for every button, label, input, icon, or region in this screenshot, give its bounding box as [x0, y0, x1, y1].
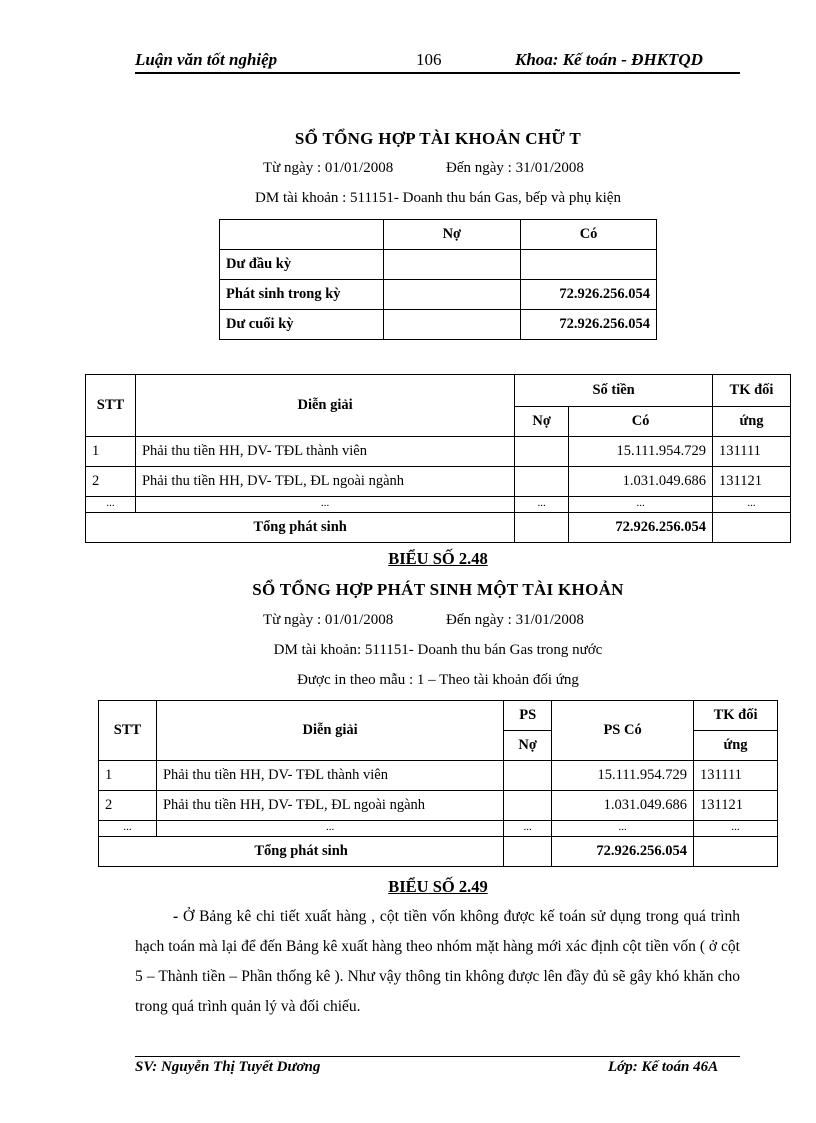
t-header-co: Có	[521, 220, 657, 250]
d2-dots: ...	[99, 821, 157, 837]
t-header-no: Nợ	[383, 220, 521, 250]
table-total-row	[86, 513, 791, 543]
header-left: Luận văn tốt nghiệp	[135, 50, 278, 69]
d1-dots: ...	[86, 497, 136, 513]
header-right: Khoa: Kế toán - ĐHKTQD	[515, 50, 703, 69]
table-row	[220, 310, 657, 340]
section1-account: DM tài khoản : 511151- Doanh thu bán Gas, bếp và phụ kiện	[255, 190, 621, 206]
d2-total-tk	[694, 837, 778, 867]
footer-rule	[135, 1056, 740, 1057]
section2-template: Được in theo mẫu : 1 – Theo tài khoản đối ứng	[297, 672, 579, 688]
footer-right: Lớp: Kế toán 46A	[608, 1059, 719, 1075]
d2-dots: ...	[156, 821, 503, 837]
table-row-ellipsis	[99, 821, 778, 837]
d1-header-desc: Diễn giải	[135, 375, 514, 437]
d1-header-tk2: ứng	[713, 407, 791, 437]
t-row-co: 72.926.256.054	[521, 310, 657, 340]
detail-table-2	[98, 700, 778, 867]
caption-2-49: BIỂU SỐ 2.49	[388, 877, 488, 896]
d1-header-stt: STT	[86, 375, 136, 437]
d2-header-psco: PS Có	[552, 701, 694, 761]
d1-total-tk	[713, 513, 791, 543]
d1-co: 15.111.954.729	[569, 437, 713, 467]
page-number: 106	[416, 50, 442, 69]
d1-tk: 131111	[713, 437, 791, 467]
detail-table-1	[85, 374, 791, 543]
d1-dots: ...	[713, 497, 791, 513]
d2-total-no	[504, 837, 552, 867]
d2-header-desc: Diễn giải	[156, 701, 503, 761]
footer-left: SV: Nguyễn Thị Tuyết Dương	[135, 1059, 321, 1075]
d2-total-co: 72.926.256.054	[552, 837, 694, 867]
section2-from-date: Từ ngày : 01/01/2008	[263, 612, 394, 628]
caption-2-48: BIỂU SỐ 2.48	[388, 549, 488, 568]
d2-co: 15.111.954.729	[552, 761, 694, 791]
d1-stt: 2	[86, 467, 136, 497]
table-header-row	[220, 220, 657, 250]
d1-no	[515, 437, 569, 467]
d1-desc: Phải thu tiền HH, DV- TĐL, ĐL ngoài ngành	[135, 467, 514, 497]
t-row-label: Dư cuối kỳ	[220, 310, 384, 340]
section2-title: SỔ TỔNG HỢP PHÁT SINH MỘT TÀI KHOẢN	[252, 580, 624, 599]
t-row-label: Dư đầu kỳ	[220, 250, 384, 280]
table-row	[220, 250, 657, 280]
t-header-empty	[220, 220, 384, 250]
d1-dots: ...	[569, 497, 713, 513]
t-row-no	[383, 250, 521, 280]
d1-tk: 131121	[713, 467, 791, 497]
t-row-no	[383, 280, 521, 310]
d1-total-label: Tổng phát sinh	[86, 513, 515, 543]
d1-stt: 1	[86, 437, 136, 467]
d2-dots: ...	[504, 821, 552, 837]
d1-dots: ...	[135, 497, 514, 513]
d1-header-no: Nợ	[515, 407, 569, 437]
table-row	[99, 791, 778, 821]
d2-total-label: Tổng phát sinh	[99, 837, 504, 867]
t-account-table	[219, 219, 657, 340]
header-rule	[135, 72, 740, 74]
d1-total-no	[515, 513, 569, 543]
d2-header-psno1: PS	[504, 701, 552, 731]
table-row-ellipsis	[86, 497, 791, 513]
table-row	[86, 437, 791, 467]
t-row-co: 72.926.256.054	[521, 280, 657, 310]
d2-desc: Phải thu tiền HH, DV- TĐL thành viên	[156, 761, 503, 791]
d1-header-tk1: TK đối	[713, 375, 791, 407]
d2-stt: 1	[99, 761, 157, 791]
d1-header-amount: Số tiền	[515, 375, 713, 407]
d1-co: 1.031.049.686	[569, 467, 713, 497]
section1-to-date: Đến ngày : 31/01/2008	[446, 160, 584, 176]
d2-header-stt: STT	[99, 701, 157, 761]
d2-stt: 2	[99, 791, 157, 821]
paragraph-text: Ở Bảng kê chi tiết xuất hàng , cột tiền vốn không được kế toán sử dụng trong quá trình hạch toán mà lại để đến Bảng kê xuất hàng theo nhóm mặt hàng mới xác định cột tiền vốn ( ở cột 5 – Thành tiền – Phần thống kê ). Như vậy thông tin không được lên đầy đủ sẽ gây khó khăn cho trong quá trình quản lý và đối chiếu.	[135, 908, 740, 1015]
d1-dots: ...	[515, 497, 569, 513]
d2-header-tk2: ứng	[694, 731, 778, 761]
d2-co: 1.031.049.686	[552, 791, 694, 821]
t-row-label: Phát sinh trong kỳ	[220, 280, 384, 310]
d2-desc: Phải thu tiền HH, DV- TĐL, ĐL ngoài ngành	[156, 791, 503, 821]
t-row-no	[383, 310, 521, 340]
table-row	[86, 467, 791, 497]
d2-header-psno2: Nợ	[504, 731, 552, 761]
d1-desc: Phải thu tiền HH, DV- TĐL thành viên	[135, 437, 514, 467]
d1-total-co: 72.926.256.054	[569, 513, 713, 543]
t-row-co	[521, 250, 657, 280]
paragraph-bullet: -	[173, 908, 179, 925]
d1-header-co: Có	[569, 407, 713, 437]
section2-account: DM tài khoản: 511151- Doanh thu bán Gas trong nước	[273, 642, 603, 658]
d2-header-tk1: TK đối	[694, 701, 778, 731]
table-row	[99, 761, 778, 791]
d2-dots: ...	[552, 821, 694, 837]
d2-tk: 131121	[694, 791, 778, 821]
section2-to-date: Đến ngày : 31/01/2008	[446, 612, 584, 628]
d2-tk: 131111	[694, 761, 778, 791]
body-paragraph	[135, 902, 740, 1022]
table-row	[220, 280, 657, 310]
d2-dots: ...	[694, 821, 778, 837]
d1-no	[515, 467, 569, 497]
section1-title: SỔ TỔNG HỢP TÀI KHOẢN CHỮ T	[294, 129, 582, 148]
d2-no	[504, 761, 552, 791]
section1-from-date: Từ ngày : 01/01/2008	[263, 160, 394, 176]
table-total-row	[99, 837, 778, 867]
d2-no	[504, 791, 552, 821]
